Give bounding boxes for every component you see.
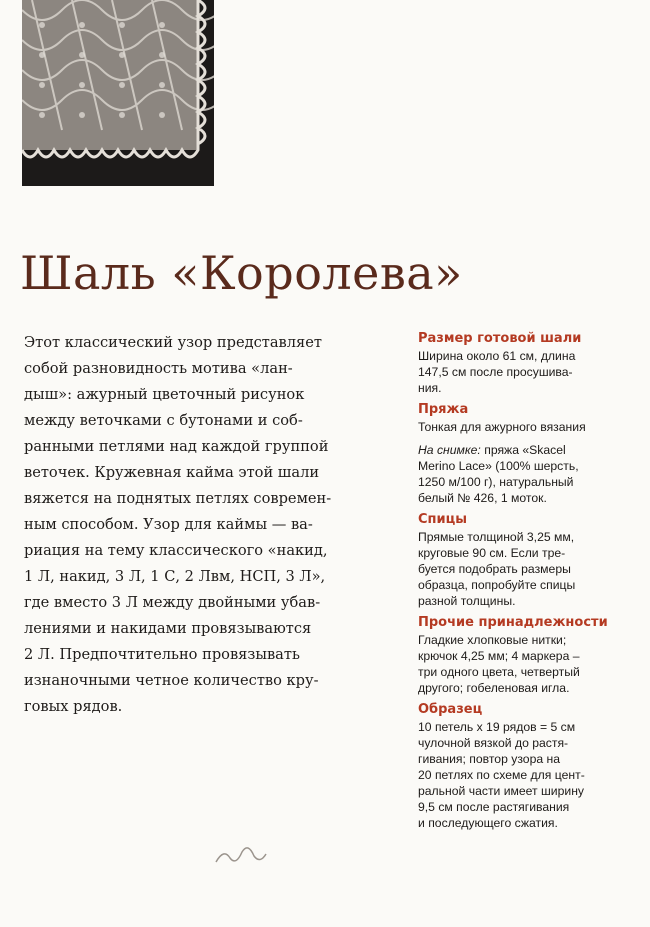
size-line: ния. bbox=[418, 381, 442, 395]
needles-line: Прямые толщиной 3,25 мм, bbox=[418, 530, 575, 544]
size-heading: Размер готовой шали bbox=[418, 331, 582, 346]
gauge-heading: Образец bbox=[418, 702, 483, 717]
size-line: 147,5 см после просушива- bbox=[418, 365, 573, 379]
description-line: 1 Л, накид, 3 Л, 1 С, 2 Лвм, НСП, 3 Л», bbox=[24, 568, 326, 585]
yarn-photo-text: пряжа «Skacel bbox=[480, 443, 566, 457]
description-line: веточек. Кружевная кайма этой шали bbox=[24, 464, 320, 481]
description-line: говых рядов. bbox=[24, 698, 123, 715]
description bbox=[24, 330, 386, 720]
spacer bbox=[418, 435, 630, 442]
description-line: 2 Л. Предпочтительно провязывать bbox=[24, 646, 300, 663]
size-line: Ширина около 61 см, длина bbox=[418, 349, 576, 363]
needles-line: круговые 90 см. Если тре- bbox=[418, 546, 566, 560]
yarn-line: Тонкая для ажурного вязания bbox=[418, 420, 586, 434]
accessories-heading: Прочие принадлежности bbox=[418, 615, 608, 630]
specs-sidebar bbox=[418, 330, 630, 831]
yarn-heading: Пряжа bbox=[418, 402, 469, 417]
accessories-line: другого; гобеленовая игла. bbox=[418, 681, 570, 695]
description-line: риация на тему классического «накид, bbox=[24, 542, 328, 559]
gauge-line: 9,5 см после растягивания bbox=[418, 800, 570, 814]
decorative-scribble bbox=[210, 838, 270, 868]
gauge-line: и последующего сжатия. bbox=[418, 816, 558, 830]
accessories-line: крючок 4,25 мм; 4 маркера – bbox=[418, 649, 580, 663]
page-title: Шаль «Королева» bbox=[20, 246, 463, 300]
yarn-photo-line: 1250 м/100 г), натуральный bbox=[418, 475, 574, 489]
accessories-line: три одного цвета, четвертый bbox=[418, 665, 580, 679]
gauge-line: 20 петлях по схеме для цент- bbox=[418, 768, 585, 782]
gauge-line: гивания; повтор узора на bbox=[418, 752, 561, 766]
gauge-line: ральной части имеет ширину bbox=[418, 784, 585, 798]
description-line: ранными петлями над каждой группой bbox=[24, 438, 329, 455]
accessories-line: Гладкие хлопковые нитки; bbox=[418, 633, 567, 647]
yarn-photo-line bbox=[418, 442, 630, 458]
needles-line: разной толщины. bbox=[418, 594, 516, 608]
photo-note-label: На снимке: bbox=[418, 443, 481, 457]
description-line: между веточками с бутонами и соб- bbox=[24, 412, 303, 429]
yarn-photo-line: Merino Lace» (100% шерсть, bbox=[418, 459, 579, 473]
gauge-line: 10 петель х 19 рядов = 5 см bbox=[418, 720, 576, 734]
description-line: ным способом. Узор для каймы — ва- bbox=[24, 516, 313, 533]
description-line: Этот классический узор представляет bbox=[24, 334, 322, 351]
description-line: вяжется на поднятых петлях современ- bbox=[24, 490, 332, 507]
yarn-photo-line: белый № 426, 1 моток. bbox=[418, 491, 547, 505]
description-line: собой разновидность мотива «лан- bbox=[24, 360, 293, 377]
description-line: где вместо 3 Л между двойными убав- bbox=[24, 594, 321, 611]
needles-line: образца, попробуйте спицы bbox=[418, 578, 576, 592]
description-line: лениями и накидами провязываются bbox=[24, 620, 312, 637]
needles-line: буется подобрать размеры bbox=[418, 562, 571, 576]
description-line: изнаночными четное количество кру- bbox=[24, 672, 319, 689]
shawl-photo bbox=[22, 0, 214, 186]
description-line: дыш»: ажурный цветочный рисунок bbox=[24, 386, 305, 403]
needles-heading: Спицы bbox=[418, 512, 468, 527]
gauge-line: чулочной вязкой до растя- bbox=[418, 736, 569, 750]
